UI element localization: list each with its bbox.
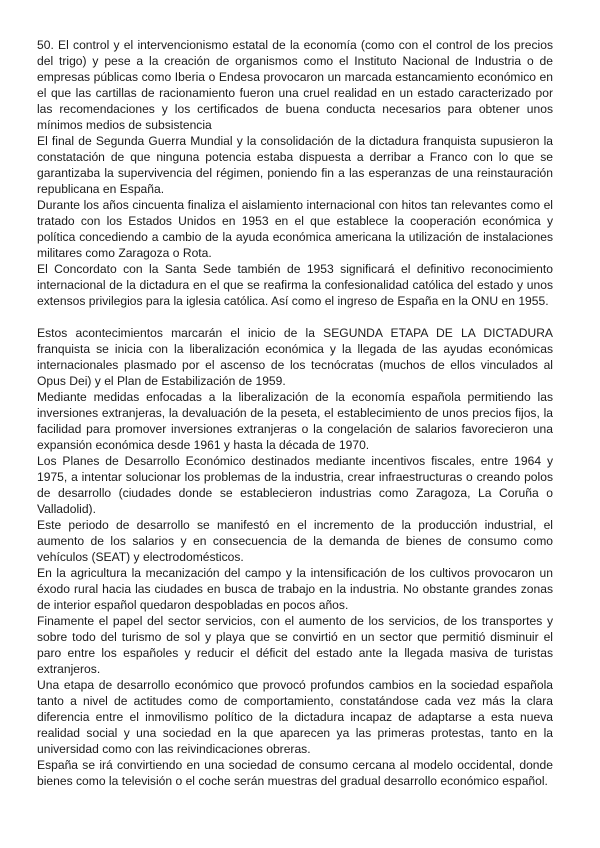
- paragraph-agriculture: En la agricultura la mecanización del campo y la intensificación de los cultivos provocaron un éxodo rural hacia las ciudades en busca de trabajo en la industria. No obstante grandes zonas de interior español quedaron despobladas en pocos años.: [37, 566, 553, 612]
- paragraph-concordat: El Concordato con la Santa Sede también de 1953 significará el definitivo reconocimiento internacional de la dictadura en el que se reafirma la confesionalidad católica del estado y unos extensos privilegios para la iglesia católica. Así como el ingreso de España en la ONU en 1955.: [37, 262, 553, 308]
- paragraph-development-plans: Los Planes de Desarrollo Económico destinados mediante incentivos fiscales, entre 1964 y 1975, a intentar solucionar los problemas de la industria, crear infraestructuras o creando polos de desarrollo (ciudades donde se establecieron industrias como Zaragoza, La Coruña o Valladolid).: [37, 454, 553, 516]
- paragraph-consumer-society: España se irá convirtiendo en una sociedad de consumo cercana al modelo occidental, donde bienes como la televisión o el coche serán muestras del gradual desarrollo económico español.: [37, 758, 553, 788]
- paragraph-second-stage: Estos acontecimientos marcarán el inicio de la SEGUNDA ETAPA DE LA DICTADURA franquista se inicia con la liberalización económica y la llegada de las ayudas económicas internacionales plasmado por el ascenso de los tecnócratas (muchos de ellos vinculados al Opus Dei) y el Plan de Estabilización de 1959.: [37, 326, 553, 388]
- paragraph-end-of-ww2: El final de Segunda Guerra Mundial y la consolidación de la dictadura franquista supusieron la constatación de que ninguna potencia estaba dispuesta a derribar a Franco con lo que se garantizaba la supervivencia del régimen, poniendo fin a las esperanzas de una reinstauración republicana en España.: [37, 134, 553, 196]
- paragraph-social-change: Una etapa de desarrollo económico que provocó profundos cambios en la sociedad española tanto a nivel de actitudes como de comportamiento, constatándose cada vez más la clara diferencia entre el inmovilismo político de la dictadura incapaz de adaptarse a esta nueva realidad social y una sociedad en la que aparecen ya las primeras protestas, tanto en la universidad como con las reivindicaciones obreras.: [37, 678, 553, 756]
- paragraph-liberalization: Mediante medidas enfocadas a la liberalización de la economía española permitiendo las inversiones extranjeras, la devaluación de la peseta, el establecimiento de unos precios fijos, la facilidad para promover inversiones extranjeras o la congelación de salarios favorecieron una expansión económica desde 1961 y hasta la década de 1970.: [37, 390, 553, 452]
- paragraph-economic-control: 50. El control y el intervencionismo estatal de la economía (como con el control de los precios del trigo) y pese a la creación de organismos como el Instituto Nacional de Industria o de empresas públicas como Iberia o Endesa provocaron un marcada estancamiento económico en el que las cartillas de racionamiento fueron una cruel realidad en un estado caracterizado por las recomendaciones y los certificados de buena conducta necesarios para obtener unos mínimos medios de subsistencia: [37, 38, 553, 132]
- document-page: [37, 37, 553, 789]
- paragraph-industrial-growth: Este periodo de desarrollo se manifestó en el incremento de la producción industrial, el aumento de los salarios y en consecuencia de la demanda de bienes de consumo como vehículos (SEAT) y electrodomésticos.: [37, 518, 553, 564]
- paragraph-end-of-isolation: Durante los años cincuenta finaliza el aislamiento internacional con hitos tan relevantes como el tratado con los Estados Unidos en 1953 en el que establece la cooperación económica y política concediendo a cambio de la ayuda económica americana la utilización de instalaciones militares como Zaragoza o Rota.: [37, 198, 553, 260]
- paragraph-services-sector: Finamente el papel del sector servicios, con el aumento de los servicios, de los transportes y sobre todo del turismo de sol y playa que se convirtió en un sector que permitió disminuir el paro entre los españoles y reducir el déficit del estado ante la llegada masiva de turistas extranjeros.: [37, 614, 553, 676]
